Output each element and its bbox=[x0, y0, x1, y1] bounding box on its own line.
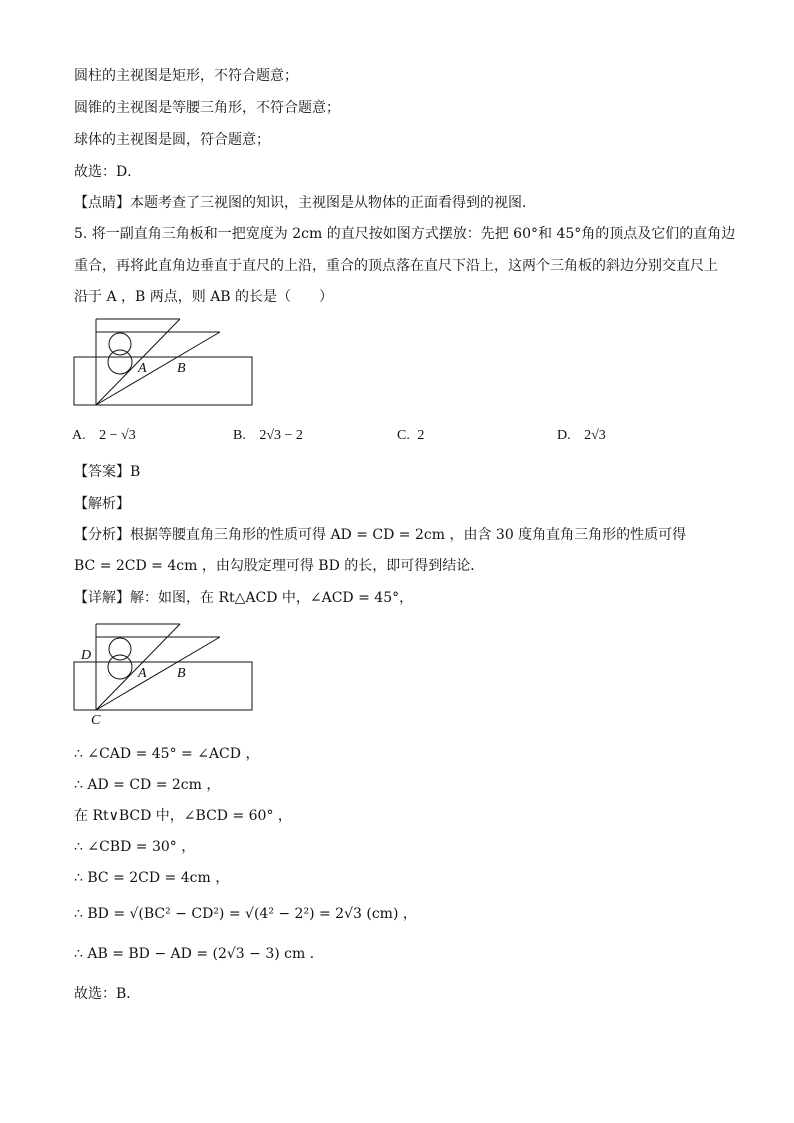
option-value: 2 bbox=[417, 428, 425, 443]
option-label: C. bbox=[397, 428, 410, 443]
option-b[interactable] bbox=[233, 426, 303, 446]
question-text: 5. 将一副直角三角板和一把宽度为 2cm 的直尺按如图方式摆放：先把 60°和 45°角的顶点及它们的直角边 bbox=[74, 226, 736, 242]
label-b: B bbox=[177, 361, 186, 376]
question-figure bbox=[70, 315, 270, 415]
step: ∴ ∠CBD = 30° ， bbox=[74, 839, 196, 855]
answer: 【答案】B bbox=[74, 464, 141, 480]
step: ∴ BD = √(BC² − CD²) = √(4² − 2²) = 2√3 (cm) ， bbox=[74, 906, 417, 922]
solution-figure bbox=[70, 620, 270, 730]
step: ∴ BC = 2CD = 4cm ， bbox=[74, 870, 230, 886]
step: ∴ AD = CD = 2cm ， bbox=[74, 777, 221, 793]
analysis-heading: 【解析】 bbox=[74, 496, 130, 512]
analysis-text: BC = 2CD = 4cm ，由勾股定理可得 BD 的长，即可得到结论． bbox=[74, 558, 485, 574]
label-a: A bbox=[138, 361, 147, 376]
analysis-text: 【分析】根据等腰直角三角形的性质可得 AD = CD = 2cm ，由含 30 度角直角三角形的性质可得 bbox=[74, 527, 687, 543]
option-value: 2 − √3 bbox=[99, 428, 136, 443]
option-label: D. bbox=[557, 428, 571, 443]
question-text: 重合，再将此直角边垂直于直尺的上沿，重合的顶点落在直尺下沿上，这两个三角板的斜边分别交直尺上 bbox=[74, 258, 718, 274]
option-value: 2√3 − 2 bbox=[259, 428, 303, 443]
option-label: B. bbox=[233, 428, 246, 443]
conclusion: 故选：B． bbox=[74, 986, 141, 1002]
ruler bbox=[74, 357, 252, 405]
hole-circle bbox=[108, 350, 132, 374]
text-line: 故选：D． bbox=[74, 164, 142, 180]
step: 在 Rt∨BCD 中，∠BCD = 60° ， bbox=[74, 808, 292, 824]
label-b: B bbox=[177, 666, 186, 681]
option-d[interactable] bbox=[557, 426, 606, 446]
question-text: 沿于 A ，B 两点，则 AB 的长是（ ） bbox=[74, 289, 334, 305]
text-line: 圆柱的主视图是矩形，不符合题意； bbox=[74, 68, 298, 84]
detail-intro: 【详解】解：如图，在 Rt△ACD 中，∠ACD = 45°， bbox=[74, 590, 414, 606]
ruler bbox=[74, 662, 252, 710]
point-note: 【点睛】本题考查了三视图的知识，主视图是从物体的正面看得到的视图． bbox=[74, 195, 536, 211]
label-d: D bbox=[81, 648, 92, 663]
label-a: A bbox=[138, 666, 147, 681]
option-label: A. bbox=[72, 428, 86, 443]
hypotenuse-60 bbox=[96, 332, 220, 405]
option-value: 2√3 bbox=[584, 428, 606, 443]
step: ∴ AB = BD − AD = (2√3 − 3) cm ． bbox=[74, 946, 324, 962]
option-c[interactable] bbox=[397, 426, 424, 446]
label-c: C bbox=[91, 713, 101, 728]
text-line: 球体的主视图是圆，符合题意； bbox=[74, 132, 270, 148]
step: ∴ ∠CAD = 45° = ∠ACD ， bbox=[74, 746, 260, 762]
hole-circle bbox=[109, 333, 131, 355]
option-a[interactable] bbox=[72, 426, 136, 446]
text-line: 圆锥的主视图是等腰三角形，不符合题意； bbox=[74, 100, 340, 116]
